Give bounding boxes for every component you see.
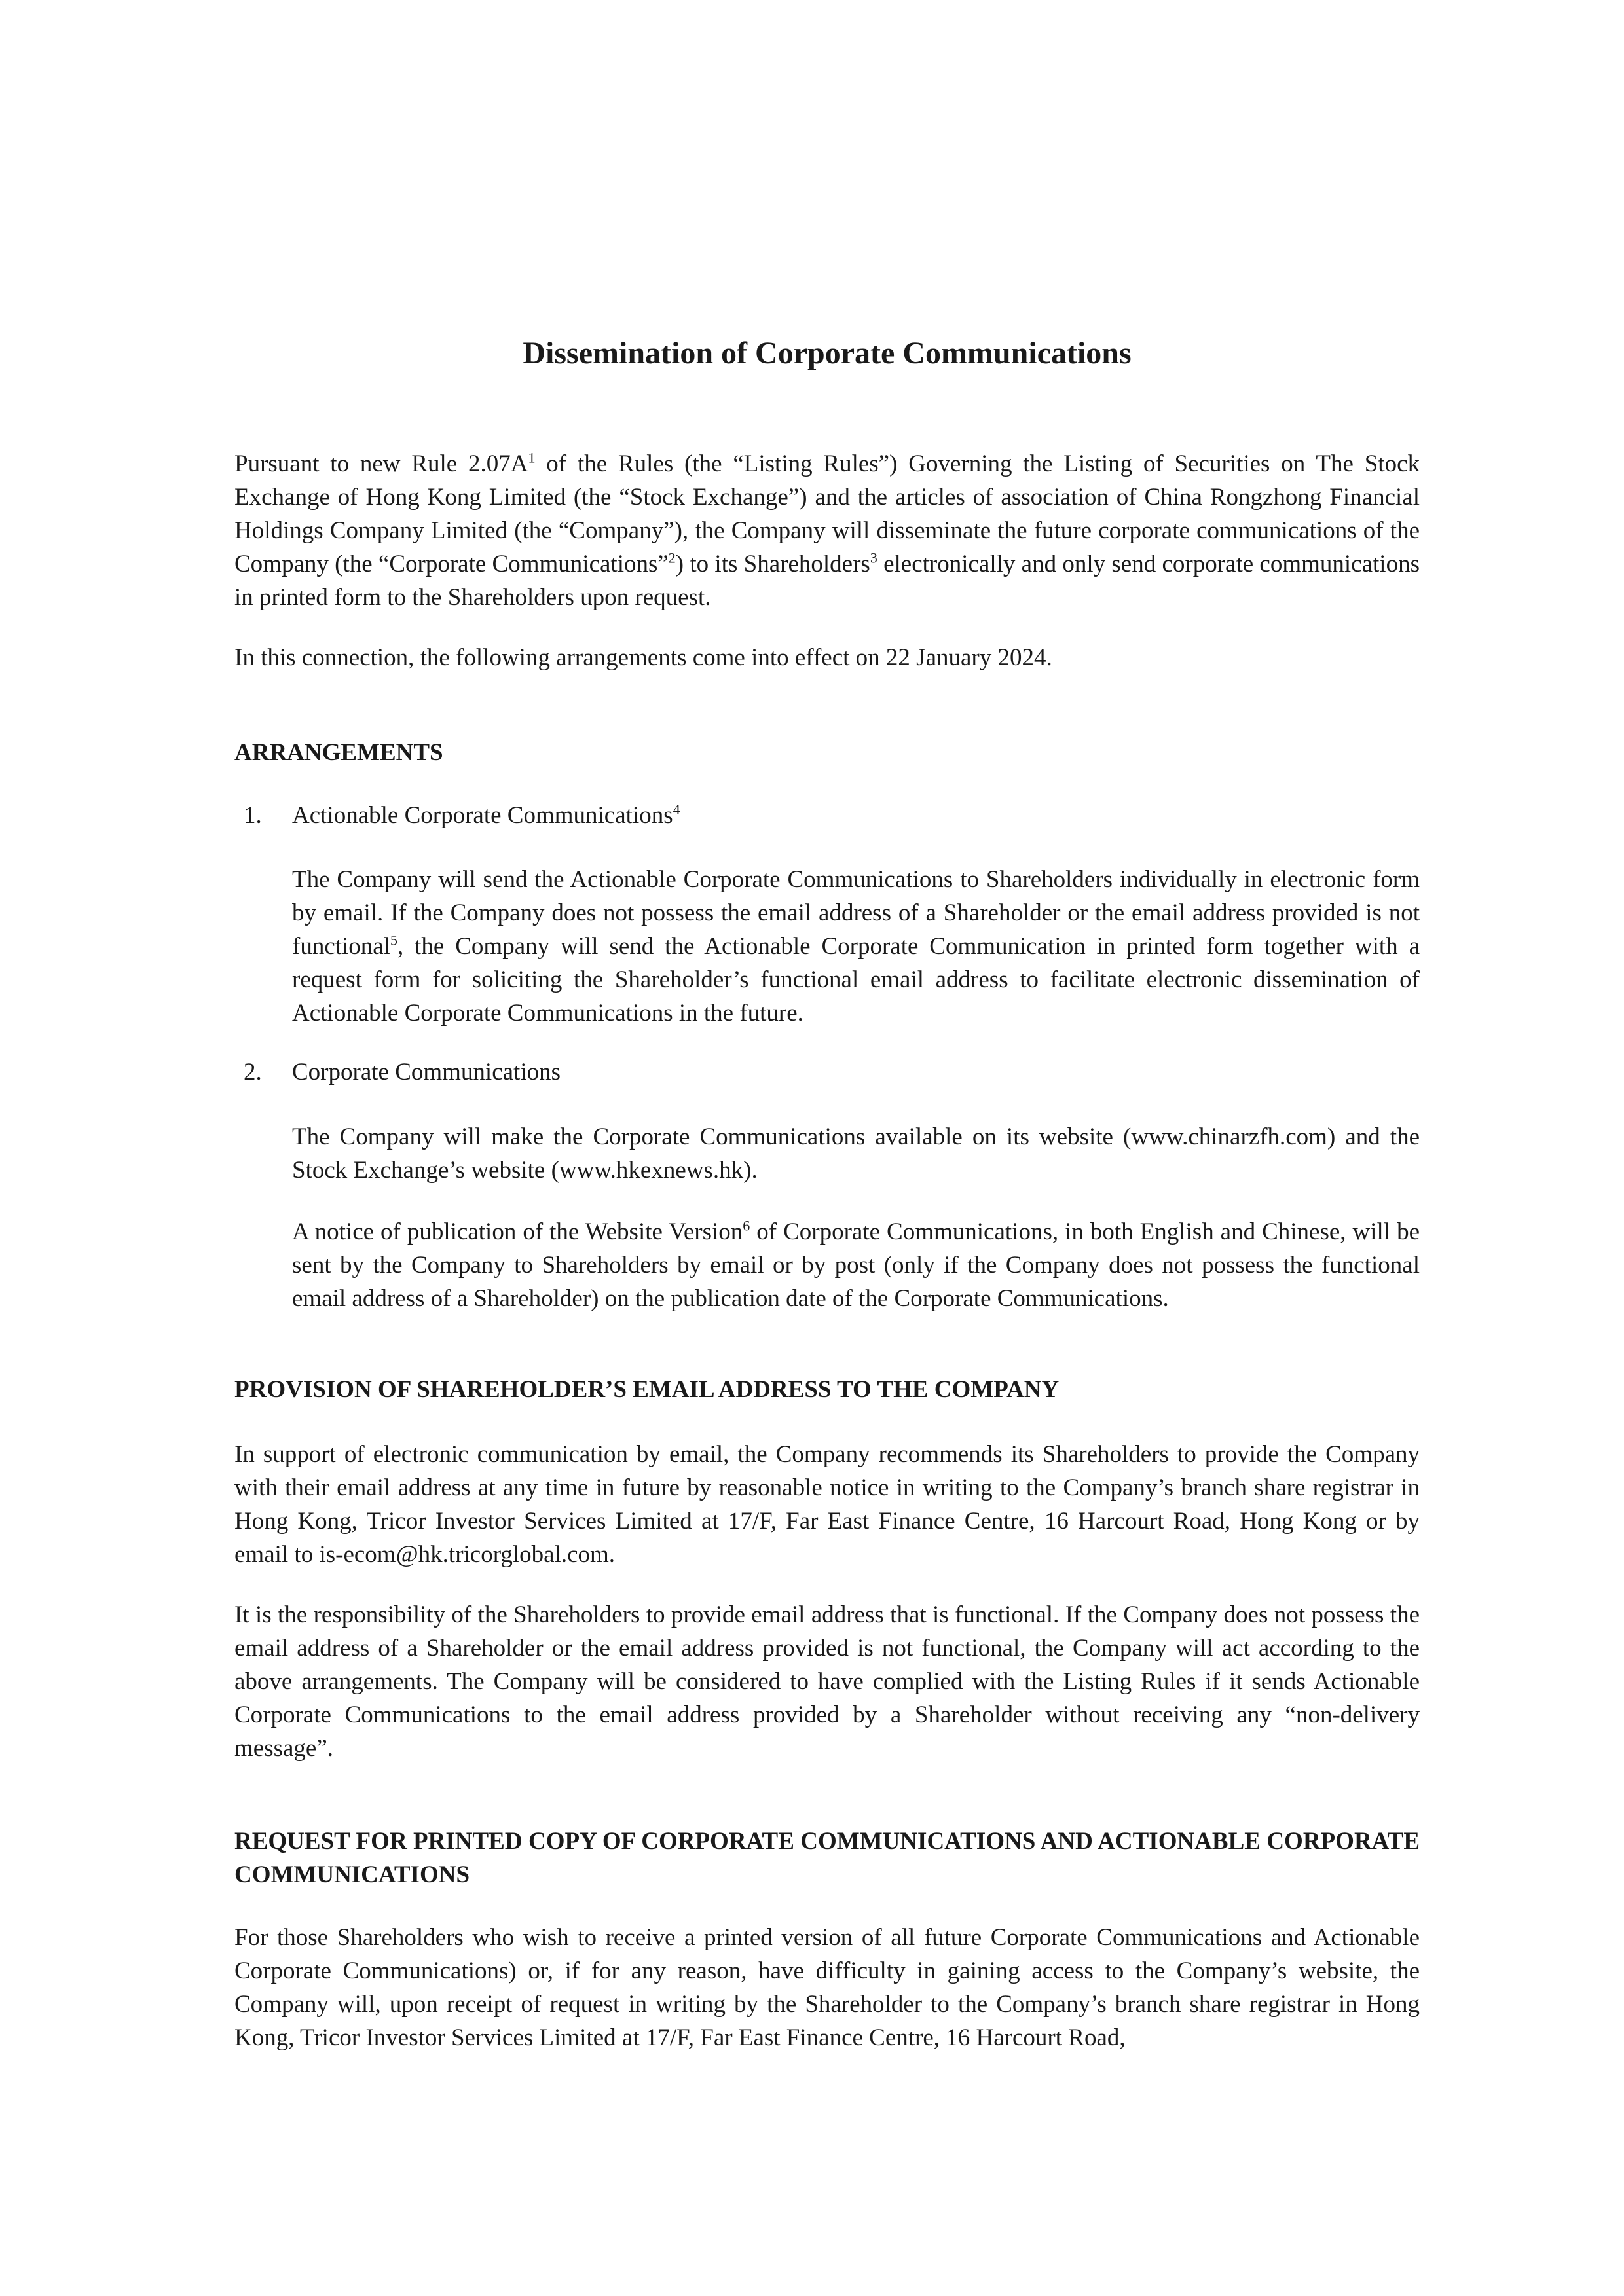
item-2-title: Corporate Communications <box>292 1059 561 1085</box>
arrangements-heading: ARRANGEMENTS <box>234 739 443 766</box>
footnote-ref-1: 1 <box>528 449 536 466</box>
footnote-ref-4: 4 <box>673 801 680 818</box>
request-paragraph-1 <box>234 1921 1420 2054</box>
request-section-heading: REQUEST FOR PRINTED COPY OF CORPORATE COMMUNICATIONS AND ACTIONABLE CORPORATE COMMUNICATIONS <box>234 1828 1420 1888</box>
email-provision-text: In support of electronic communication by email, the Company recommends its Shareholders to provide the Company with their email address at any time in future by reasonable notice in writing to the Company’s branch share registrar in Hong Kong, Tricor Investor Services Limited at 17/F, Far East Finance Centre, 16 Harcourt Road, Hong Kong or by email to is-ecom@hk.tricorglobal.com. <box>234 1441 1420 1568</box>
request-printed-copy-text: For those Shareholders who wish to receive a printed version of all future Corporate Communications and Actionable Corporate Communications) or, if for any reason, have difficulty in gaining access to the Company’s website, the Company will, upon receipt of request in writing by the Shareholder to the Company’s branch share registrar in Hong Kong, Tricor Investor Services Limited at 17/F, Far East Finance Centre, 16 Harcourt Road, <box>234 1924 1420 2051</box>
item-2-websites: The Company will make the Corporate Communications available on its website (www.chinarzfh.com) and the Stock Exchange’s website (www.hkexnews.hk). <box>292 1123 1420 1184</box>
intro-effective-date: In this connection, the following arrangements come into effect on 22 January 2024. <box>234 644 1052 671</box>
footnote-ref-5: 5 <box>390 932 398 949</box>
item-2-body-1 <box>292 1120 1420 1187</box>
email-section-heading: PROVISION OF SHAREHOLDER’S EMAIL ADDRESS TO THE COMPANY <box>234 1376 1060 1403</box>
intro-text-c: ) to its Shareholders <box>675 551 870 577</box>
item-1-number: 1. <box>244 802 262 829</box>
footnote-ref-3: 3 <box>870 549 877 566</box>
document-title: Dissemination of Corporate Communications <box>523 336 1132 371</box>
footnote-ref-2: 2 <box>668 549 676 566</box>
item-2-body-2b: of Corporate Communications, in both English and Chinese, will be sent by the Company to Shareholders by email or by post (only if the Company does not possess the functional email address of a Shareholder) on the publication date of the Corporate Communications. <box>292 1218 1420 1312</box>
item-1-title <box>292 799 680 832</box>
item-1-title-text: Actionable Corporate Communications <box>292 802 673 829</box>
intro-text-a: Pursuant to new Rule 2.07A <box>234 450 528 477</box>
email-paragraph-2 <box>234 1598 1420 1765</box>
item-2-number: 2. <box>244 1059 262 1085</box>
email-paragraph-1 <box>234 1438 1420 1571</box>
intro-paragraph-2 <box>234 641 1420 674</box>
item-2-body-2 <box>292 1215 1420 1315</box>
intro-text-d: electronically and only send corporate communications in printed form to the Shareholders upon request. <box>234 551 1420 611</box>
item-1-body <box>292 863 1420 1030</box>
item-1-body-b: , the Company will send the Actionable Corporate Communication in printed form together with a request form for soliciting the Shareholder’s functional email address to facilitate electronic dissemination of Actionable Corporate Communications in the future. <box>292 933 1420 1027</box>
item-1-body-a: The Company will send the Actionable Corporate Communications to Shareholders individually in electronic form by email. If the Company does not possess the email address of a Shareholder or the email address provided is not functional <box>292 866 1420 960</box>
item-2-body-2a: A notice of publication of the Website Version <box>292 1218 743 1245</box>
footnote-ref-6: 6 <box>743 1217 750 1234</box>
intro-text-b: of the Rules (the “Listing Rules”) Governing the Listing of Securities on The Stock Exchange of Hong Kong Limited (the “Stock Exchange”) and the articles of association of China Rongzhong Financial Holdings Company Limited (the “Company”), the Company will disseminate the future corporate communications of the Company (the “Corporate Communications” <box>234 450 1420 577</box>
intro-paragraph-1 <box>234 447 1420 614</box>
email-responsibility-text: It is the responsibility of the Shareholders to provide email address that is functional. If the Company does not possess the email address of a Shareholder or the email address provided is not functional, the Company will act according to the above arrangements. The Company will be considered to have complied with the Listing Rules if it sends Actionable Corporate Communications to the email address provided by a Shareholder without receiving any “non-delivery message”. <box>234 1601 1420 1762</box>
